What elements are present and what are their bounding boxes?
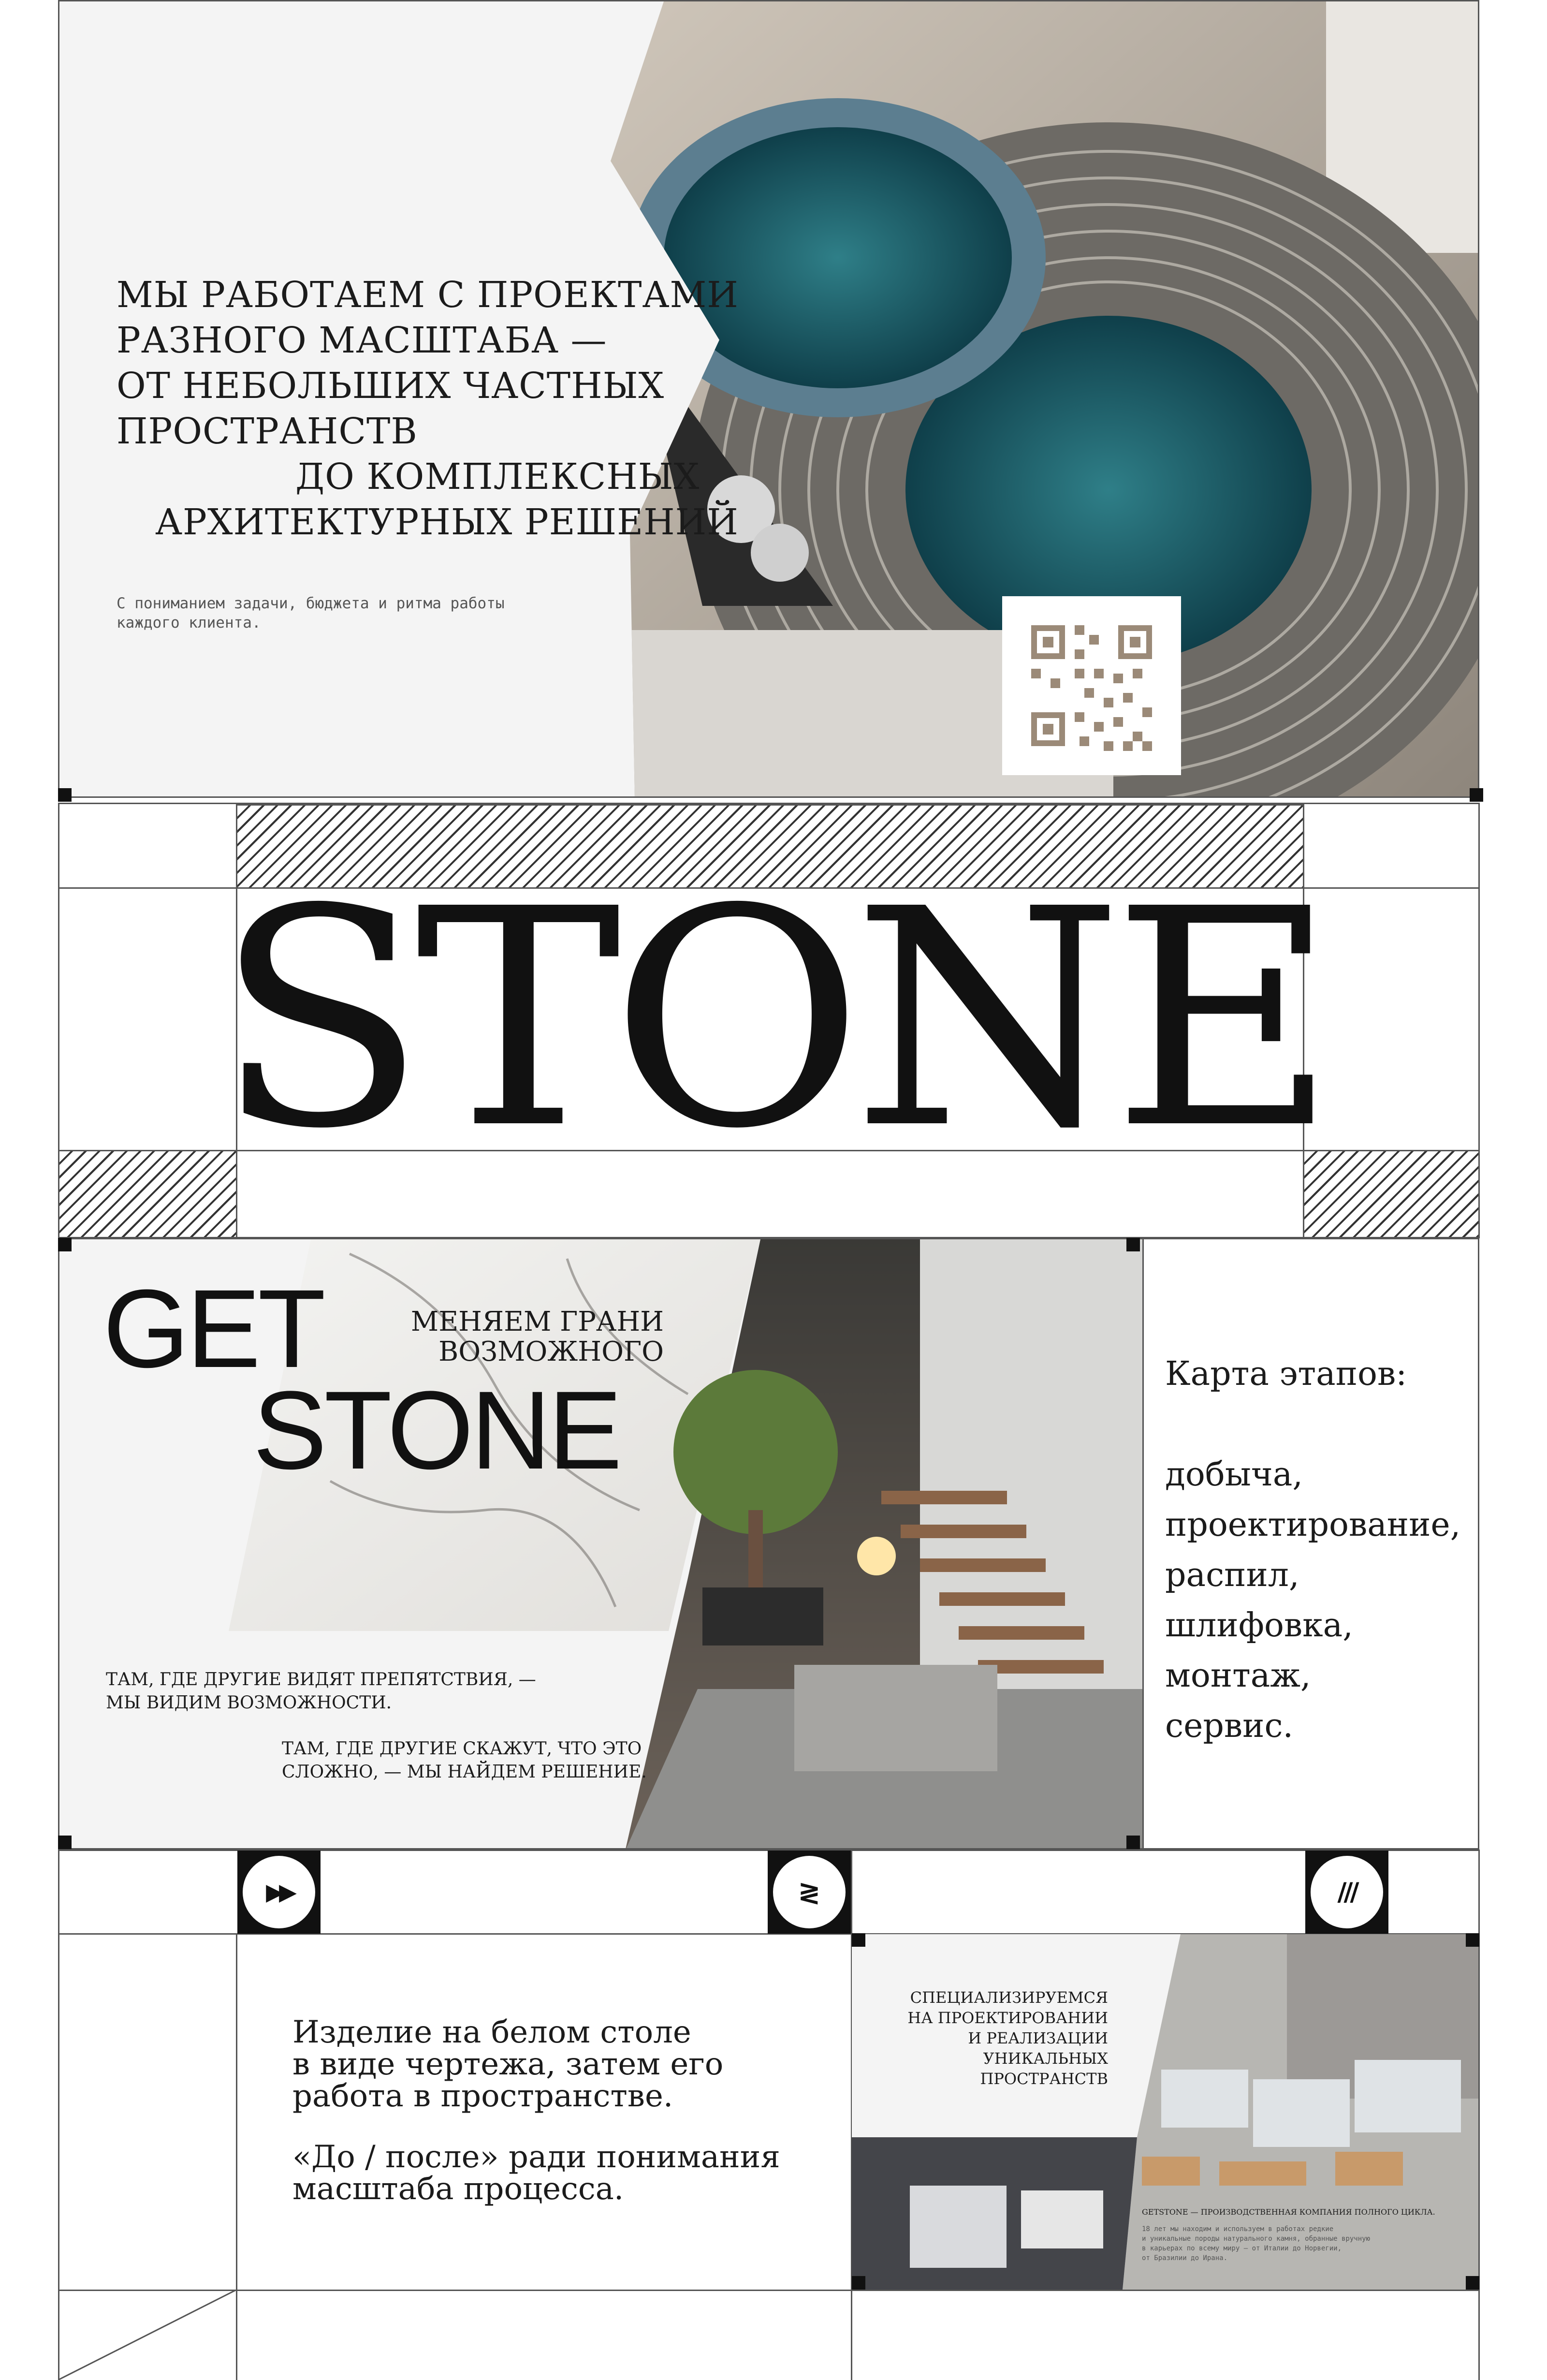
specialize-panel [852, 1934, 1478, 2290]
specialize-line: И РЕАЛИЗАЦИИ УНИКАЛЬНЫХ [968, 2029, 1108, 2068]
quote-solutions [282, 1737, 647, 1784]
quote-line: ТАМ, ГДЕ ДРУГИЕ СКАЖУТ, ЧТО ЭТО [282, 1739, 642, 1759]
quote-line: СЛОЖНО, — МЫ НАЙДЕМ РЕШЕНИЕ. [282, 1762, 647, 1782]
corner-marker [58, 1836, 72, 1849]
quote-obstacles [106, 1668, 536, 1715]
company-desc-line: 18 лет мы находим и используем в работах редкие [1142, 2225, 1334, 2233]
zigzag-icon[interactable] [768, 1851, 851, 1934]
corner-marker [1126, 1836, 1140, 1849]
stage-item: проектирование, [1165, 1506, 1461, 1544]
specialize-heading [876, 1987, 1108, 2089]
intro-headline [117, 272, 739, 545]
intro-headline-line: МЫ РАБОТАЕМ С ПРОЕКТАМИ [117, 274, 739, 316]
stage-item: сервис. [1165, 1707, 1294, 1745]
intro-headline-line: ДО КОМПЛЕКСНЫХ [295, 456, 700, 498]
specialize-line: ПРОСТРАНСТВ [980, 2070, 1108, 2088]
hatch-block [58, 1150, 237, 1238]
intro-headline-line: РАЗНОГО МАСШТАБА — [117, 320, 607, 361]
tagline-line: МЕНЯЕМ ГРАНИ [410, 1306, 664, 1337]
specialize-line: СПЕЦИАЛИЗИРУЕМСЯ [910, 1988, 1108, 2007]
intro-caption [117, 594, 505, 632]
logo-get: GET [103, 1266, 323, 1391]
product-line: «До / после» ради понимания [292, 2139, 780, 2175]
intro-caption-line: каждого клиента. [117, 614, 261, 632]
tagline [369, 1307, 664, 1367]
hatch-block [1303, 1150, 1480, 1238]
product-line: масштаба процесса. [292, 2171, 624, 2207]
product-line: Изделие на белом столе [292, 2014, 691, 2050]
icon-glyph: ≷ [773, 1856, 846, 1928]
corner-marker [852, 1933, 865, 1947]
diagonal-line [58, 2290, 237, 2380]
corner-marker [58, 788, 72, 802]
stage-item: шлифовка, [1165, 1606, 1353, 1645]
icon-glyph: /// [1311, 1856, 1383, 1928]
company-desc-line: и уникальные породы натурального камня, обранные вручную [1142, 2235, 1371, 2243]
company-description [1142, 2224, 1370, 2263]
stage-item: монтаж, [1165, 1657, 1311, 1695]
stone-wordmark: STONE [215, 846, 1327, 1194]
corner-marker [1126, 1238, 1140, 1251]
specialize-line: НА ПРОЕКТИРОВАНИИ [907, 2009, 1108, 2027]
tagline-line: ВОЗМОЖНОГО [438, 1336, 664, 1367]
icon-glyph: ▶▶ [243, 1856, 315, 1928]
quote-line: МЫ ВИДИМ ВОЗМОЖНОСТИ. [106, 1693, 392, 1713]
product-line: в виде чертежа, затем его [292, 2046, 724, 2082]
corner-marker [1466, 1933, 1479, 1947]
product-description [292, 2016, 780, 2205]
fast-forward-icon[interactable] [237, 1851, 321, 1934]
product-line: работа в пространстве. [292, 2078, 673, 2114]
grid-line [1478, 1850, 1480, 2380]
intro-headline-line: АРХИТЕКТУРНЫХ РЕШЕНИЙ [155, 501, 739, 543]
qr-code [1002, 596, 1181, 775]
grid-line [851, 2290, 1479, 2291]
slashes-icon[interactable] [1305, 1851, 1388, 1934]
logo-stone: STONE [253, 1368, 620, 1492]
corner-marker [58, 1238, 72, 1251]
stage-item: добыча, [1165, 1455, 1303, 1494]
company-desc-line: в карьерах по всему миру — от Италии до Норвегии, [1142, 2245, 1342, 2252]
corner-marker [852, 2276, 865, 2290]
intro-caption-line: С пониманием задачи, бюджета и ритма работы [117, 595, 505, 612]
company-line: GETSTONE — ПРОИЗВОДСТВЕННАЯ КОМПАНИЯ ПОЛНОГО ЦИКЛА. [1142, 2207, 1435, 2217]
company-desc-line: от Бразилии до Ирана. [1142, 2254, 1228, 2262]
intro-headline-line: ОТ НЕБОЛЬШИХ ЧАСТНЫХ [117, 365, 665, 407]
corner-marker [1466, 2276, 1479, 2290]
corner-marker [1470, 788, 1483, 802]
stage-item: распил, [1165, 1556, 1299, 1594]
stages-title: Карта этапов: [1165, 1355, 1407, 1393]
quote-line: ТАМ, ГДЕ ДРУГИЕ ВИДЯТ ПРЕПЯТСТВИЯ, — [106, 1670, 536, 1690]
stages-list [1165, 1349, 1460, 1751]
intro-headline-line: ПРОСТРАНСТВ [117, 411, 418, 452]
intro-panel [58, 0, 1479, 798]
